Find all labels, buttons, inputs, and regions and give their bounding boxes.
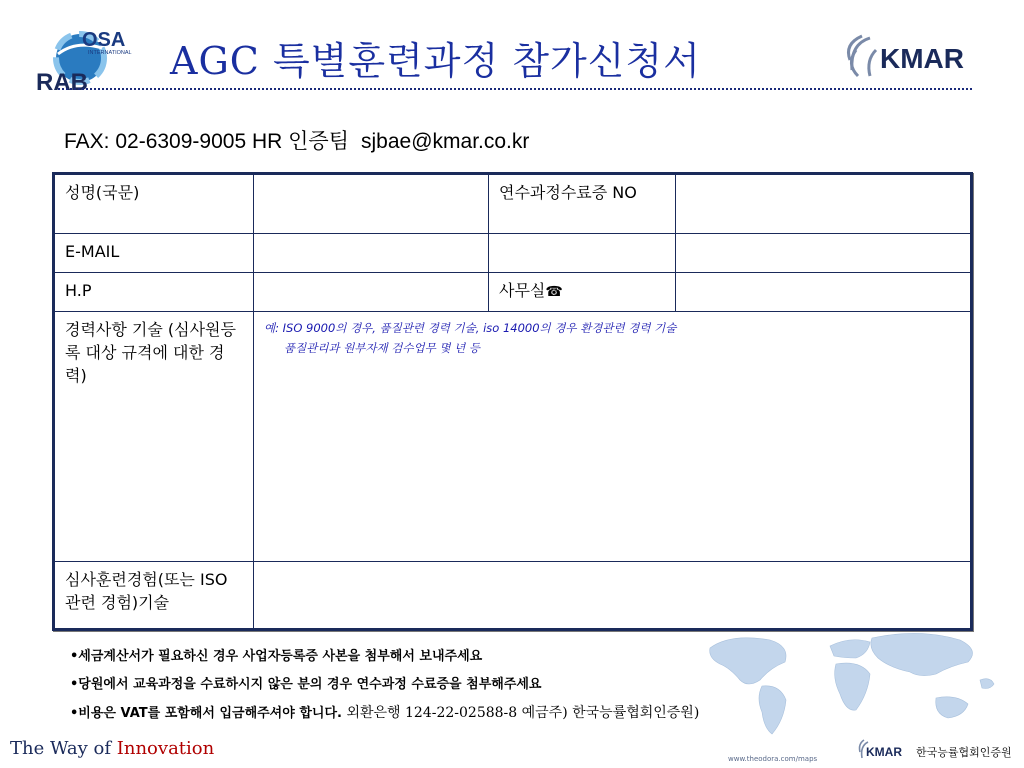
phone-icon: ☎ [545,284,563,300]
email-spare-cell [489,234,676,273]
world-map-image [700,628,1010,738]
career-example-1: 예: ISO 9000의 경우, 품질관련 경력 기술, iso 14000의 경우 환경관련 경력 기술 [264,321,677,335]
office-phone-label: 사무실 [499,281,546,300]
osa-text: OSA [82,29,126,51]
kmar-text: KMAR [880,43,964,74]
tagline [10,738,214,759]
cert-no-label: 연수과정수료증 NO [489,174,676,234]
contact-line [64,125,529,155]
page-title: AGC 특별훈련과정 참가신청서 [170,39,701,83]
name-label: 성명(국문) [54,174,254,234]
office-phone-field[interactable] [676,273,972,312]
note-certificate: •당원에서 교육과정을 수료하시지 않은 분의 경우 연수과정 수료증을 첨부해주세요 [70,677,542,692]
bank-account: 외환은행 124-22-02588-8 예금주) 한국능률협회인증원) [346,705,700,721]
name-field[interactable] [254,174,489,234]
career-example-2: 품질관리과 원부자재 검수업무 몇 년 등 [284,341,481,355]
note-payment [70,704,699,732]
tagline-prefix: The Way of [10,738,117,759]
cert-no-field[interactable] [676,174,972,234]
note-tax-invoice: •세금계산서가 필요하신 경우 사업자등록증 사본을 첨부해서 보내주세요 [70,649,483,664]
career-label: 경력사항 기술 (심사원등록 대상 규격에 대한 경력) [54,312,254,562]
fax-label: FAX: 02-6309-9005 HR 인증팀 [64,130,349,153]
contact-email[interactable]: sjbae@kmar.co.kr [361,130,530,153]
training-field[interactable] [254,562,972,630]
email-field[interactable] [254,234,489,273]
rab-text: RAB [36,69,88,96]
hp-field[interactable] [254,273,489,312]
header-divider [58,88,972,90]
office-phone-label-cell [489,273,676,312]
footer-kmar-logo [856,736,906,764]
footer-org-name: 한국능률협회인증원 [916,746,1012,759]
email-extra-field[interactable] [676,234,972,273]
footer-kmar-text: KMAR [866,745,902,759]
career-field[interactable] [254,312,972,562]
tagline-highlight: Innovation [116,738,215,759]
note-vat: •비용은 VAT를 포함해서 입금해주셔야 합니다. [70,706,342,721]
map-caption: www.theodora.com/maps [728,755,818,763]
kmar-logo [836,30,976,82]
training-label: 심사훈련경험(또는 ISO 관련 경험)기술 [54,562,254,630]
notes-list [70,648,699,732]
hp-label: H.P [54,273,254,312]
email-label: E-MAIL [54,234,254,273]
international-text: INTERNATIONAL [88,50,132,56]
application-form [52,172,973,631]
